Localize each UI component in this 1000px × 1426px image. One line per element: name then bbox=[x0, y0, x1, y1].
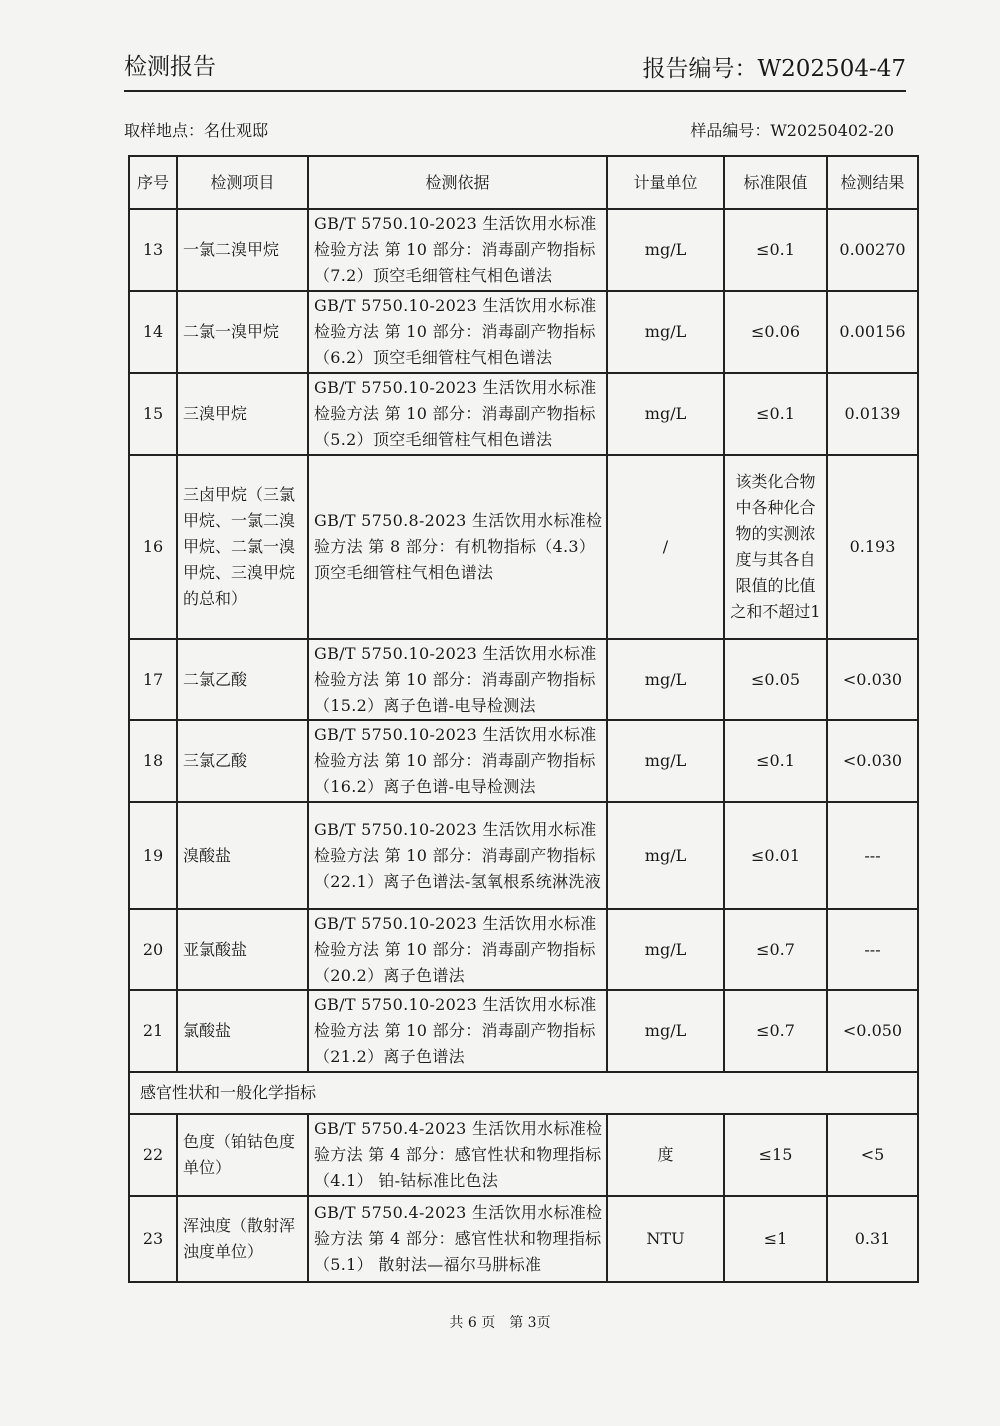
report-title: 检测报告 bbox=[124, 54, 216, 80]
cell-item: 氯酸盐 bbox=[177, 990, 308, 1072]
cell-unit: mg/L bbox=[607, 291, 724, 373]
cell-unit: mg/L bbox=[607, 373, 724, 455]
cell-unit: mg/L bbox=[607, 990, 724, 1072]
cell-no: 17 bbox=[129, 639, 177, 720]
table-row bbox=[129, 455, 918, 639]
cell-result: 0.00270 bbox=[827, 209, 918, 291]
cell-unit: mg/L bbox=[607, 720, 724, 802]
cell-basis: GB/T 5750.10-2023 生活饮用水标准检验方法 第 10 部分：消毒副产物指标（16.2）离子色谱-电导检测法 bbox=[308, 720, 607, 802]
cell-item: 色度（铂钴色度单位） bbox=[177, 1114, 308, 1196]
cell-basis: GB/T 5750.4-2023 生活饮用水标准检验方法 第 4 部分：感官性状和物理指标（4.1） 铂-钴标准比色法 bbox=[308, 1114, 607, 1196]
cell-no: 18 bbox=[129, 720, 177, 802]
cell-basis: GB/T 5750.10-2023 生活饮用水标准检验方法 第 10 部分：消毒副产物指标（5.2）顶空毛细管柱气相色谱法 bbox=[308, 373, 607, 455]
cell-result: 0.31 bbox=[827, 1196, 918, 1282]
cell-result: 0.00156 bbox=[827, 291, 918, 373]
table-row bbox=[129, 802, 918, 909]
cell-result: <5 bbox=[827, 1114, 918, 1196]
table-header-row bbox=[129, 156, 918, 209]
cell-unit: 度 bbox=[607, 1114, 724, 1196]
table-row bbox=[129, 639, 918, 720]
page-number: 共 6 页 第 3页 bbox=[449, 1315, 551, 1331]
col-header-no: 序号 bbox=[129, 156, 177, 209]
cell-no: 19 bbox=[129, 802, 177, 909]
cell-limit: ≤0.1 bbox=[724, 720, 827, 802]
cell-item: 一氯二溴甲烷 bbox=[177, 209, 308, 291]
cell-unit: mg/L bbox=[607, 209, 724, 291]
cell-result: 0.193 bbox=[827, 455, 918, 639]
cell-basis: GB/T 5750.10-2023 生活饮用水标准检验方法 第 10 部分：消毒副产物指标（22.1）离子色谱法-氢氧根系统淋洗液 bbox=[308, 802, 607, 909]
cell-result: 0.0139 bbox=[827, 373, 918, 455]
cell-basis: GB/T 5750.10-2023 生活饮用水标准检验方法 第 10 部分：消毒副产物指标（7.2）顶空毛细管柱气相色谱法 bbox=[308, 209, 607, 291]
table-row bbox=[129, 909, 918, 990]
cell-no: 15 bbox=[129, 373, 177, 455]
cell-no: 21 bbox=[129, 990, 177, 1072]
cell-unit: mg/L bbox=[607, 802, 724, 909]
cell-no: 22 bbox=[129, 1114, 177, 1196]
cell-item: 二氯一溴甲烷 bbox=[177, 291, 308, 373]
report-header bbox=[124, 44, 906, 92]
cell-no: 16 bbox=[129, 455, 177, 639]
cell-limit: ≤0.1 bbox=[724, 209, 827, 291]
cell-item: 三溴甲烷 bbox=[177, 373, 308, 455]
col-header-unit: 计量单位 bbox=[607, 156, 724, 209]
cell-unit: NTU bbox=[607, 1196, 724, 1282]
table-row bbox=[129, 209, 918, 291]
cell-limit: ≤0.7 bbox=[724, 909, 827, 990]
cell-basis: GB/T 5750.10-2023 生活饮用水标准检验方法 第 10 部分：消毒副产物指标（21.2）离子色谱法 bbox=[308, 990, 607, 1072]
col-header-item: 检测项目 bbox=[177, 156, 308, 209]
sample-number: 样品编号：W20250402-20 bbox=[690, 121, 894, 140]
col-header-basis: 检测依据 bbox=[308, 156, 607, 209]
table-row bbox=[129, 1196, 918, 1282]
table-row bbox=[129, 720, 918, 802]
cell-no: 14 bbox=[129, 291, 177, 373]
section-label: 感官性状和一般化学指标 bbox=[129, 1072, 918, 1114]
table-row bbox=[129, 373, 918, 455]
cell-basis: GB/T 5750.8-2023 生活饮用水标准检验方法 第 8 部分：有机物指标（4.3）顶空毛细管柱气相色谱法 bbox=[308, 455, 607, 639]
cell-basis: GB/T 5750.4-2023 生活饮用水标准检验方法 第 4 部分：感官性状和物理指标（5.1） 散射法—福尔马肼标准 bbox=[308, 1196, 607, 1282]
cell-result: --- bbox=[827, 802, 918, 909]
cell-limit: ≤0.06 bbox=[724, 291, 827, 373]
cell-limit: 该类化合物中各种化合物的实测浓度与其各自限值的比值之和不超过1 bbox=[724, 455, 827, 639]
cell-no: 20 bbox=[129, 909, 177, 990]
table-row bbox=[129, 291, 918, 373]
cell-basis: GB/T 5750.10-2023 生活饮用水标准检验方法 第 10 部分：消毒副产物指标（20.2）离子色谱法 bbox=[308, 909, 607, 990]
cell-unit: mg/L bbox=[607, 639, 724, 720]
table-row bbox=[129, 1114, 918, 1196]
cell-basis: GB/T 5750.10-2023 生活饮用水标准检验方法 第 10 部分：消毒副产物指标（6.2）顶空毛细管柱气相色谱法 bbox=[308, 291, 607, 373]
sampling-location: 取样地点：名仕观邸 bbox=[124, 121, 269, 140]
cell-item: 二氯乙酸 bbox=[177, 639, 308, 720]
cell-result: <0.030 bbox=[827, 720, 918, 802]
cell-no: 13 bbox=[129, 209, 177, 291]
section-row bbox=[129, 1072, 918, 1114]
cell-item: 溴酸盐 bbox=[177, 802, 308, 909]
col-header-result: 检测结果 bbox=[827, 156, 918, 209]
cell-item: 三卤甲烷（三氯甲烷、一氯二溴甲烷、二氯一溴甲烷、三溴甲烷的总和） bbox=[177, 455, 308, 639]
cell-limit: ≤0.01 bbox=[724, 802, 827, 909]
cell-no: 23 bbox=[129, 1196, 177, 1282]
cell-limit: ≤0.1 bbox=[724, 373, 827, 455]
cell-result: <0.050 bbox=[827, 990, 918, 1072]
cell-limit: ≤0.05 bbox=[724, 639, 827, 720]
report-number: 报告编号：W202504-47 bbox=[642, 56, 906, 82]
table-row bbox=[129, 990, 918, 1072]
cell-item: 三氯乙酸 bbox=[177, 720, 308, 802]
cell-item: 浑浊度（散射浑浊度单位） bbox=[177, 1196, 308, 1282]
cell-result: --- bbox=[827, 909, 918, 990]
col-header-limit: 标准限值 bbox=[724, 156, 827, 209]
cell-unit: mg/L bbox=[607, 909, 724, 990]
cell-unit: / bbox=[607, 455, 724, 639]
cell-limit: ≤0.7 bbox=[724, 990, 827, 1072]
cell-limit: ≤1 bbox=[724, 1196, 827, 1282]
cell-result: <0.030 bbox=[827, 639, 918, 720]
cell-limit: ≤15 bbox=[724, 1114, 827, 1196]
cell-item: 亚氯酸盐 bbox=[177, 909, 308, 990]
results-table bbox=[128, 155, 919, 1283]
cell-basis: GB/T 5750.10-2023 生活饮用水标准检验方法 第 10 部分：消毒副产物指标（15.2）离子色谱-电导检测法 bbox=[308, 639, 607, 720]
